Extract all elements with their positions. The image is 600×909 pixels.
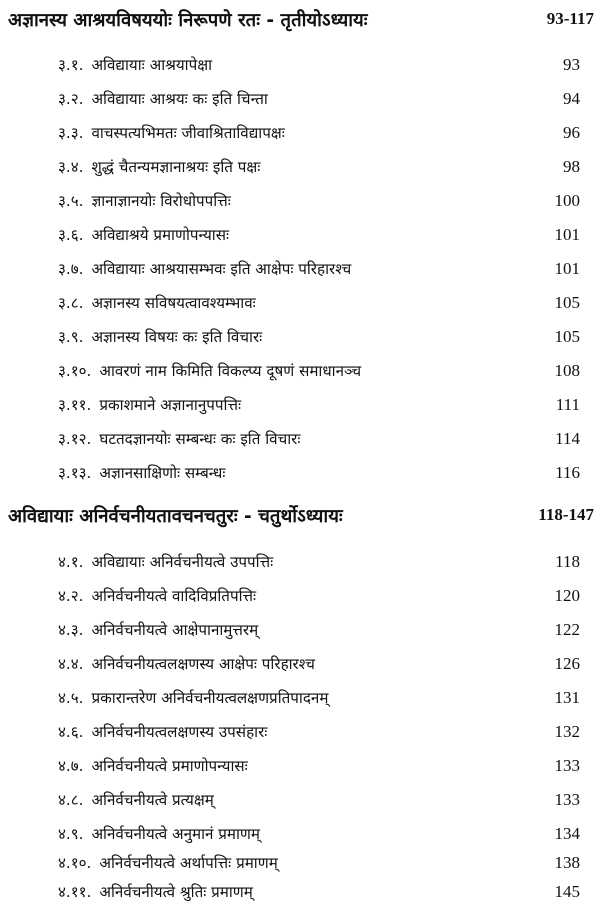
chapter-title: अज्ञानस्य आश्रयविषययोः निरूपणे रतः - तृतीयोऽध्यायः bbox=[8, 9, 368, 31]
entry-page: 116 bbox=[555, 463, 580, 482]
entry-page: 120 bbox=[554, 586, 580, 605]
entry-number: ४.१. bbox=[58, 553, 84, 571]
entry-number: ४.३. bbox=[58, 621, 84, 639]
entry-number: ३.१३. bbox=[58, 464, 92, 482]
entry-number: ३.११. bbox=[58, 396, 92, 414]
entry-page: 133 bbox=[554, 790, 580, 809]
entry-page: 134 bbox=[554, 824, 580, 843]
toc-entry bbox=[58, 252, 580, 286]
entry-title: अनिर्वचनीयत्वे वादिविप्रतिपत्तिः bbox=[91, 587, 257, 605]
entry-title: आवरणं नाम किमिति विकल्प्य दूषणं समाधानञ्च bbox=[99, 362, 362, 380]
entry-title: अविद्यायाः आश्रयः कः इति चिन्ता bbox=[91, 90, 268, 108]
entry-title: शुद्धं चैतन्यमज्ञानाश्रयः इति पक्षः bbox=[91, 158, 261, 176]
toc-entry bbox=[58, 48, 580, 82]
toc-entry bbox=[58, 681, 580, 715]
entry-number: ३.५. bbox=[58, 192, 84, 210]
entry-number: ३.९. bbox=[58, 328, 84, 346]
entry-page: 118 bbox=[555, 552, 580, 571]
toc-entry bbox=[58, 613, 580, 647]
entry-page: 101 bbox=[554, 225, 580, 244]
entry-page: 94 bbox=[563, 89, 580, 108]
entry-page: 105 bbox=[554, 293, 580, 312]
toc-entry bbox=[58, 150, 580, 184]
entry-title: अनिर्वचनीयत्वे अर्थापत्तिः प्रमाणम् bbox=[99, 854, 278, 872]
entry-page: 100 bbox=[554, 191, 580, 210]
toc-entry bbox=[58, 218, 580, 252]
entry-title: अनिर्वचनीयत्वे आक्षेपानामुत्तरम् bbox=[91, 621, 259, 639]
entry-title: वाचस्पत्यभिमतः जीवाश्रिताविद्यापक्षः bbox=[91, 124, 285, 142]
entry-number: ४.९. bbox=[58, 825, 84, 843]
entry-number: ३.३. bbox=[58, 124, 84, 142]
entry-title: प्रकाशमाने अज्ञानानुपपत्तिः bbox=[99, 396, 242, 414]
entry-title: अनिर्वचनीयत्वे अनुमानं प्रमाणम् bbox=[91, 825, 260, 843]
toc-entry bbox=[58, 456, 580, 490]
chapter-heading bbox=[8, 498, 594, 532]
toc-entry bbox=[58, 320, 580, 354]
entry-number: ४.७. bbox=[58, 757, 84, 775]
entry-number: ३.१२. bbox=[58, 430, 92, 448]
entry-page: 126 bbox=[554, 654, 580, 673]
chapter-heading bbox=[8, 2, 594, 36]
toc-entry bbox=[58, 422, 580, 456]
entry-page: 145 bbox=[554, 882, 580, 901]
toc-entry bbox=[58, 715, 580, 749]
entry-number: ३.८. bbox=[58, 294, 84, 312]
entry-title: अज्ञानस्य विषयः कः इति विचारः bbox=[91, 328, 263, 346]
toc-entry bbox=[58, 116, 580, 150]
entry-title: अज्ञानस्य सविषयत्वावश्यम्भावः bbox=[91, 294, 256, 312]
toc-entry bbox=[58, 647, 580, 681]
entry-title: अविद्याश्रये प्रमाणोपन्यासः bbox=[91, 226, 230, 244]
toc-entry bbox=[58, 749, 580, 783]
entry-number: ३.२. bbox=[58, 90, 84, 108]
chapter-page-range: 118-147 bbox=[538, 505, 594, 524]
entry-number: ३.७. bbox=[58, 260, 84, 278]
toc-entry bbox=[58, 286, 580, 320]
entry-number: ४.२. bbox=[58, 587, 84, 605]
entry-number: ३.१. bbox=[58, 56, 84, 74]
entry-number: ४.५. bbox=[58, 689, 84, 707]
entry-number: ४.१०. bbox=[58, 854, 92, 872]
toc-entry bbox=[58, 82, 580, 116]
entry-title: घटतदज्ञानयोः सम्बन्धः कः इति विचारः bbox=[99, 430, 301, 448]
toc-entry bbox=[58, 579, 580, 613]
entry-title: ज्ञानाज्ञानयोः विरोधोपपत्तिः bbox=[91, 192, 231, 210]
entry-page: 108 bbox=[554, 361, 580, 380]
entry-page: 111 bbox=[555, 395, 580, 414]
entry-page: 93 bbox=[563, 55, 580, 74]
toc-entry bbox=[58, 875, 580, 909]
entry-page: 105 bbox=[554, 327, 580, 346]
chapter-title: अविद्यायाः अनिर्वचनीयतावचनचतुरः - चतुर्थोऽध्यायः bbox=[8, 505, 343, 527]
chapter-page-range: 93-117 bbox=[546, 9, 594, 28]
entry-title: अज्ञानसाक्षिणोः सम्बन्धः bbox=[99, 464, 226, 482]
entry-number: ३.४. bbox=[58, 158, 84, 176]
entry-page: 133 bbox=[554, 756, 580, 775]
entry-number: ४.४. bbox=[58, 655, 84, 673]
toc-entry bbox=[58, 388, 580, 422]
entry-title: अविद्यायाः अनिर्वचनीयत्वे उपपत्तिः bbox=[91, 553, 274, 571]
entry-title: अनिर्वचनीयत्वे श्रुतिः प्रमाणम् bbox=[99, 883, 253, 901]
entry-page: 138 bbox=[554, 853, 580, 872]
entry-number: ४.११. bbox=[58, 883, 92, 901]
entry-page: 98 bbox=[563, 157, 580, 176]
entry-number: ३.१०. bbox=[58, 362, 92, 380]
toc-entry bbox=[58, 354, 580, 388]
entry-title: अविद्यायाः आश्रयासम्भवः इति आक्षेपः परिहारश्च bbox=[91, 260, 352, 278]
entry-page: 96 bbox=[563, 123, 580, 142]
entry-page: 132 bbox=[554, 722, 580, 741]
entry-page: 101 bbox=[554, 259, 580, 278]
entry-title: अनिर्वचनीयत्वलक्षणस्य आक्षेपः परिहारश्च bbox=[91, 655, 315, 673]
entry-title: अविद्यायाः आश्रयापेक्षा bbox=[91, 56, 213, 74]
entry-title: प्रकारान्तरेण अनिर्वचनीयत्वलक्षणप्रतिपादनम् bbox=[91, 689, 329, 707]
entry-title: अनिर्वचनीयत्वे प्रमाणोपन्यासः bbox=[91, 757, 248, 775]
entry-number: ४.८. bbox=[58, 791, 84, 809]
entry-number: ३.६. bbox=[58, 226, 84, 244]
entry-page: 114 bbox=[555, 429, 580, 448]
entry-number: ४.६. bbox=[58, 723, 84, 741]
toc-entry bbox=[58, 184, 580, 218]
entry-title: अनिर्वचनीयत्वलक्षणस्य उपसंहारः bbox=[91, 723, 268, 741]
toc-entry bbox=[58, 783, 580, 817]
toc-entry bbox=[58, 545, 580, 579]
entry-page: 122 bbox=[554, 620, 580, 639]
entry-title: अनिर्वचनीयत्वे प्रत्यक्षम् bbox=[91, 791, 214, 809]
entry-page: 131 bbox=[554, 688, 580, 707]
